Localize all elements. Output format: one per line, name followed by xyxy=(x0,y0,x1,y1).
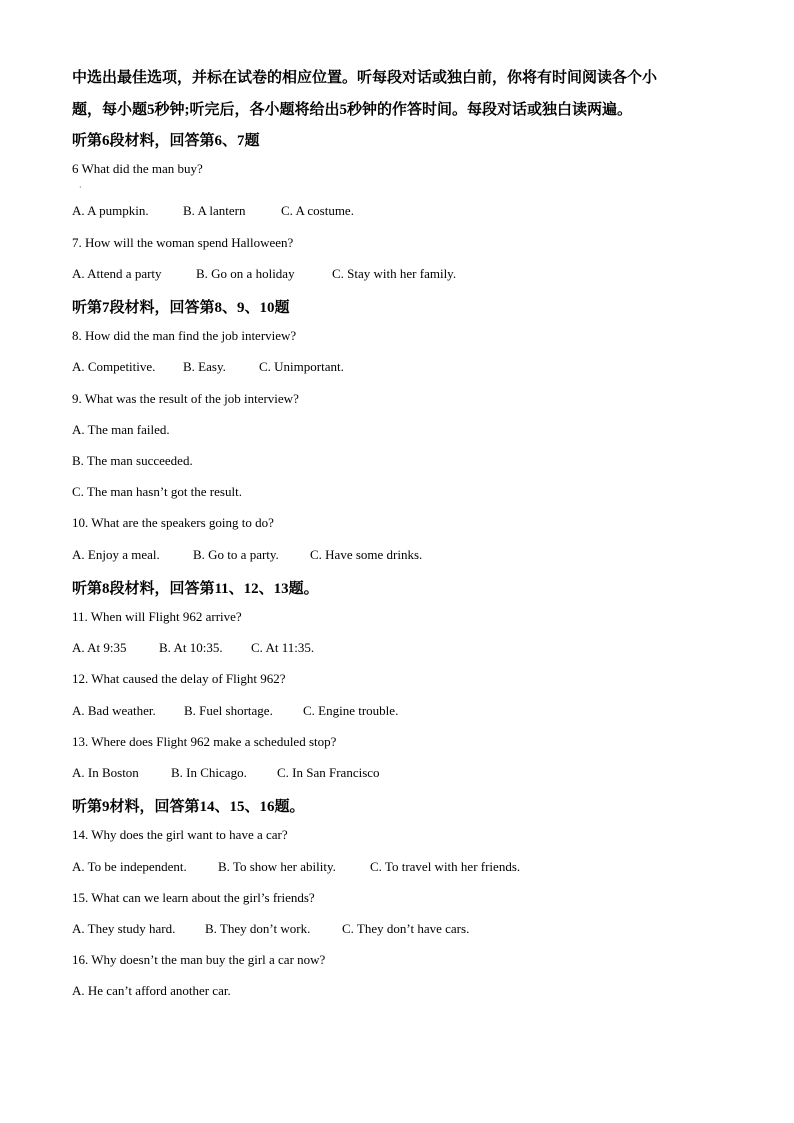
options-8 xyxy=(72,359,344,375)
question-12: 12. What caused the delay of Flight 962? xyxy=(72,671,286,686)
option-9b[interactable]: B. The man succeeded. xyxy=(72,453,193,468)
option-11b[interactable]: B. At 10:35. xyxy=(159,640,223,655)
option-8a[interactable]: A. Competitive. xyxy=(72,359,156,374)
option-10a[interactable]: A. Enjoy a meal. xyxy=(72,547,160,562)
option-9a[interactable]: A. The man failed. xyxy=(72,422,170,437)
option-10b[interactable]: B. Go to a party. xyxy=(193,547,279,562)
question-10: 10. What are the speakers going to do? xyxy=(72,515,274,530)
option-8b[interactable]: B. Easy. xyxy=(183,359,226,374)
option-14c[interactable]: C. To travel with her friends. xyxy=(370,859,521,874)
option-12c[interactable]: C. Engine trouble. xyxy=(303,703,399,718)
option-6c[interactable]: C. A costume. xyxy=(281,203,354,218)
option-13a[interactable]: A. In Boston xyxy=(72,765,139,780)
option-10c[interactable]: C. Have some drinks. xyxy=(310,547,423,562)
stray-mark: · xyxy=(79,183,82,192)
options-7 xyxy=(72,266,456,282)
option-12b[interactable]: B. Fuel shortage. xyxy=(184,703,273,718)
instructions-line-2: 题，每小题5秒钟;听完后，各小题将给出5秒钟的作答时间。每段对话或独白读两遍。 xyxy=(72,102,632,118)
options-14 xyxy=(72,859,520,875)
option-11c[interactable]: C. At 11:35. xyxy=(251,640,315,655)
question-15: 15. What can we learn about the girl’s friends? xyxy=(72,890,315,905)
option-13b[interactable]: B. In Chicago. xyxy=(171,765,247,780)
instructions-line-1: 中选出最佳选项，并标在试卷的相应位置。听每段对话或独白前，你将有时间阅读各个小 xyxy=(72,70,658,86)
question-9: 9. What was the result of the job interview? xyxy=(72,391,299,406)
section-heading-8: 听第8段材料，回答第11、12、13题。 xyxy=(72,581,319,597)
section-heading-7: 听第7段材料，回答第8、9、10题 xyxy=(72,300,290,316)
question-11: 11. When will Flight 962 arrive? xyxy=(72,609,242,624)
option-14b[interactable]: B. To show her ability. xyxy=(218,859,336,874)
options-12 xyxy=(72,703,398,719)
option-8c[interactable]: C. Unimportant. xyxy=(259,359,344,374)
question-16: 16. Why doesn’t the man buy the girl a car now? xyxy=(72,952,326,967)
question-7: 7. How will the woman spend Halloween? xyxy=(72,235,294,250)
options-15 xyxy=(72,921,469,937)
option-7b[interactable]: B. Go on a holiday xyxy=(196,266,295,281)
option-15a[interactable]: A. They study hard. xyxy=(72,921,176,936)
section-heading-9: 听第9材料，回答第14、15、16题。 xyxy=(72,799,305,815)
section-heading-6: 听第6段材料，回答第6、7题 xyxy=(72,133,260,149)
options-6 xyxy=(72,203,354,219)
question-13: 13. Where does Flight 962 make a scheduled stop? xyxy=(72,734,337,749)
question-14: 14. Why does the girl want to have a car? xyxy=(72,827,288,842)
option-9c[interactable]: C. The man hasn’t got the result. xyxy=(72,484,242,499)
option-15c[interactable]: C. They don’t have cars. xyxy=(342,921,470,936)
option-13c[interactable]: C. In San Francisco xyxy=(277,765,380,780)
option-6a[interactable]: A. A pumpkin. xyxy=(72,203,149,218)
option-12a[interactable]: A. Bad weather. xyxy=(72,703,156,718)
options-13 xyxy=(72,765,380,781)
options-10 xyxy=(72,547,422,563)
option-16a[interactable]: A. He can’t afford another car. xyxy=(72,983,231,998)
question-6: 6 What did the man buy? xyxy=(72,161,203,176)
option-7c[interactable]: C. Stay with her family. xyxy=(332,266,457,281)
options-11 xyxy=(72,640,314,656)
question-8: 8. How did the man find the job interview? xyxy=(72,328,297,343)
option-15b[interactable]: B. They don’t work. xyxy=(205,921,311,936)
option-6b[interactable]: B. A lantern xyxy=(183,203,246,218)
option-14a[interactable]: A. To be independent. xyxy=(72,859,187,874)
option-7a[interactable]: A. Attend a party xyxy=(72,266,162,281)
option-11a[interactable]: A. At 9:35 xyxy=(72,640,127,655)
